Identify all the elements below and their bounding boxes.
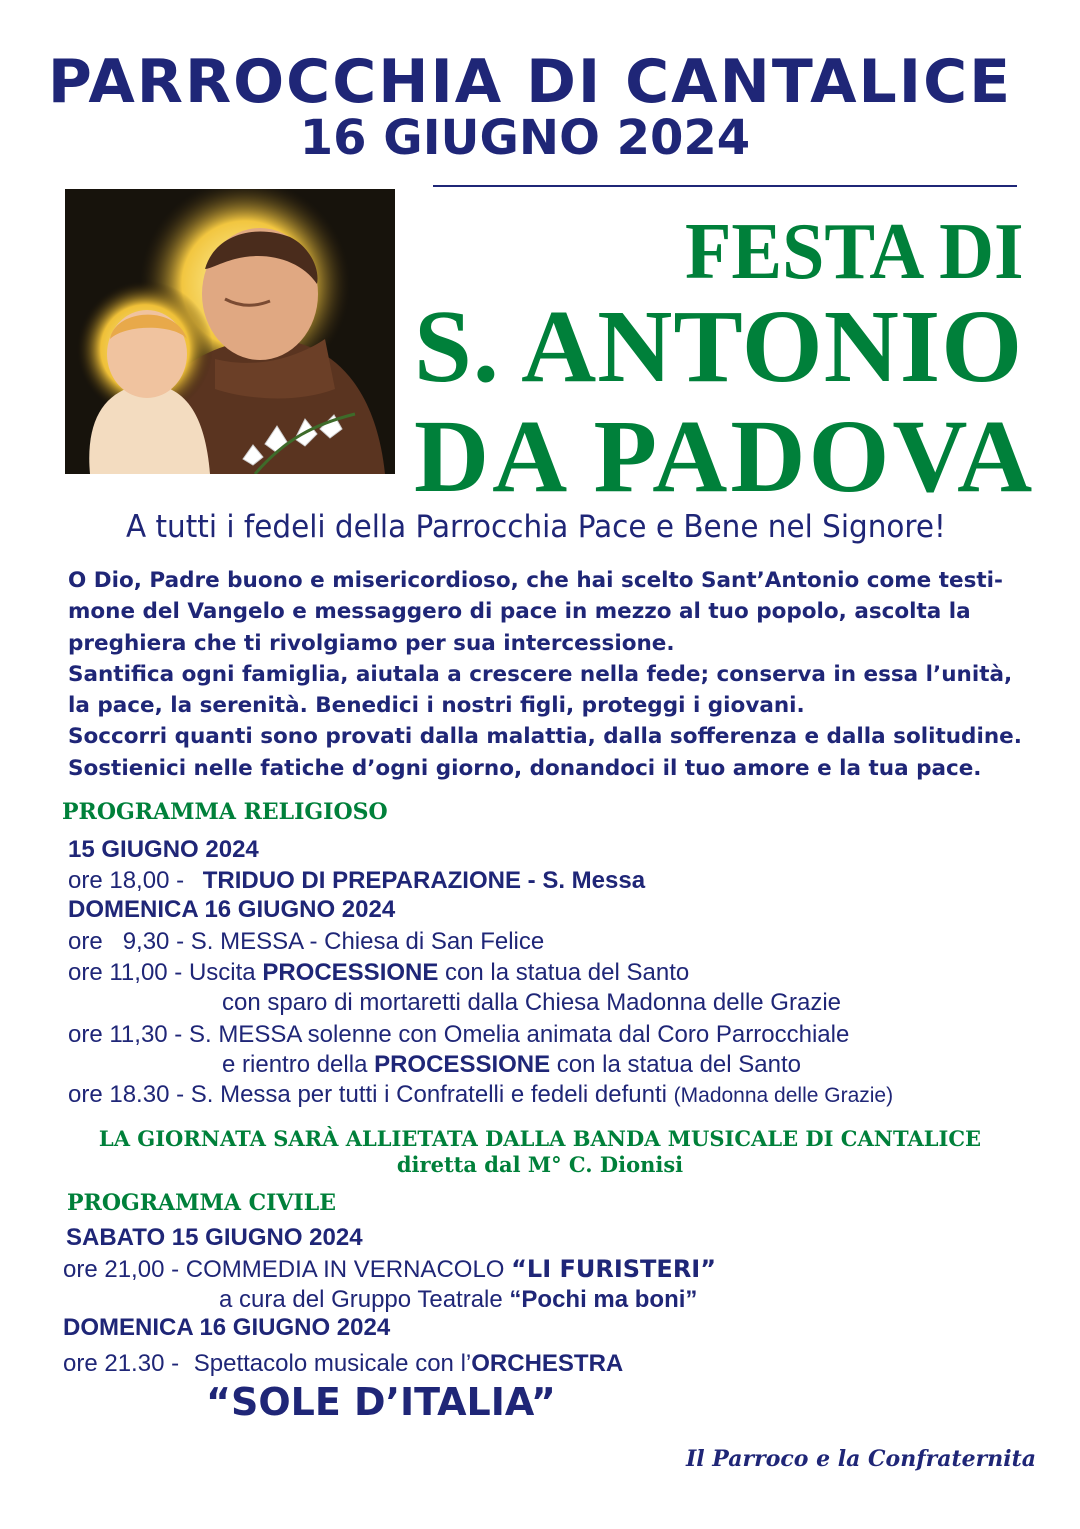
prayer-line: Santifica ogni famiglia, aiutala a crescere nella fede; conserva in essa l’unità,	[68, 661, 1013, 687]
saint-anthony-image	[65, 189, 395, 474]
band-note	[0, 1126, 1080, 1178]
orchestra-name: “SOLE D’ITALIA”	[206, 1380, 556, 1424]
band-note-line2: diretta dal M° C. Dionisi	[396, 1152, 684, 1177]
event-text: ore 18.30 - S. Messa per tutti i Confratelli e fedeli defunti	[68, 1081, 667, 1108]
festa-title: FESTA DI	[685, 208, 1024, 296]
event-text: con la statua del Santo	[550, 1051, 801, 1078]
event-text: Uscita	[188, 959, 263, 986]
event-time: ore 11,00 -	[68, 959, 183, 986]
event-text-bold: PROCESSIONE	[262, 959, 439, 986]
religious-event-4	[68, 1020, 849, 1050]
prayer-line: mone del Vangelo e messaggero di pace in mezzo al tuo popolo, ascolta la	[68, 599, 971, 625]
civil-day-2: DOMENICA 16 GIUGNO 2024	[63, 1314, 391, 1341]
event-time: ore 11,30 -	[68, 1021, 183, 1048]
prayer-text	[68, 565, 1048, 784]
religious-event-1	[68, 866, 645, 896]
event-time: ore 21.30 -	[63, 1350, 180, 1377]
religious-day-2: DOMENICA 16 GIUGNO 2024	[68, 896, 396, 923]
event-note: (Madonna delle Grazie)	[673, 1084, 894, 1107]
religious-event-2	[68, 927, 544, 957]
event-text-bold: “LI FURISTERI”	[511, 1255, 717, 1283]
saint-name-line1: S. ANTONIO	[414, 289, 1024, 404]
religious-event-3	[68, 958, 689, 988]
signature: Il Parroco e la Confraternita	[686, 1446, 1037, 1472]
event-text: TRIDUO DI PREPARAZIONE - S. Messa	[202, 867, 646, 894]
event-text: S. MESSA - Chiesa di San Felice	[190, 928, 545, 955]
greeting: A tutti i fedeli della Parrocchia Pace e Bene nel Signore!	[126, 509, 946, 545]
religious-event-4-line2	[222, 1050, 801, 1080]
event-text: con la statua del Santo	[438, 959, 690, 986]
event-time: ore 9,30 -	[68, 928, 185, 955]
prayer-line: Sostienici nelle fatiche d’ogni giorno, donandoci il tuo amore e la tua pace.	[68, 755, 982, 781]
saint-name-line2: DA PADOVA	[414, 399, 1036, 514]
event-date: 16 GIUGNO 2024	[299, 110, 751, 166]
event-text-bold: PROCESSIONE	[374, 1051, 551, 1078]
civil-program-title: PROGRAMMA CIVILE	[67, 1190, 336, 1216]
event-text-bold: “Pochi ma boni”	[509, 1286, 698, 1313]
event-text: e rientro della	[222, 1051, 375, 1078]
band-note-line1: LA GIORNATA SARÀ ALLIETATA DALLA BANDA MUSICALE DI CANTALICE	[98, 1126, 982, 1151]
prayer-line: la pace, la serenità. Benedici i nostri figli, proteggi i giovani.	[68, 693, 805, 719]
religious-day-1: 15 GIUGNO 2024	[68, 836, 259, 863]
event-text: ore 21,00 - COMMEDIA IN VERNACOLO	[63, 1256, 512, 1283]
prayer-line: O Dio, Padre buono e misericordioso, che hai scelto Sant’Antonio come testi-	[68, 568, 1003, 593]
civil-event-2	[63, 1349, 623, 1379]
religious-event-3-line2: con sparo di mortaretti dalla Chiesa Madonna delle Grazie	[222, 989, 841, 1016]
civil-event-1	[63, 1254, 716, 1285]
event-text: S. MESSA solenne con Omelia animata dal Coro Parrocchiale	[188, 1021, 850, 1048]
header-divider	[433, 185, 1017, 187]
prayer-line: preghiera che ti rivolgiamo per sua intercessione.	[68, 630, 675, 656]
parish-title: PARROCCHIA DI CANTALICE	[47, 47, 1013, 117]
prayer-line: Soccorri quanti sono provati dalla malattia, dalla sofferenza e dalla solitudine.	[68, 724, 1022, 750]
religious-program-title: PROGRAMMA RELIGIOSO	[62, 799, 388, 825]
event-text: a cura del Gruppo Teatrale	[219, 1286, 510, 1313]
event-time: ore 18,00 -	[68, 867, 185, 894]
event-text: Spettacolo musicale con l’	[193, 1350, 472, 1377]
civil-event-1-line2	[219, 1285, 697, 1315]
event-text-bold: ORCHESTRA	[471, 1350, 624, 1377]
religious-event-5	[68, 1080, 893, 1111]
civil-day-1: SABATO 15 GIUGNO 2024	[66, 1224, 363, 1251]
